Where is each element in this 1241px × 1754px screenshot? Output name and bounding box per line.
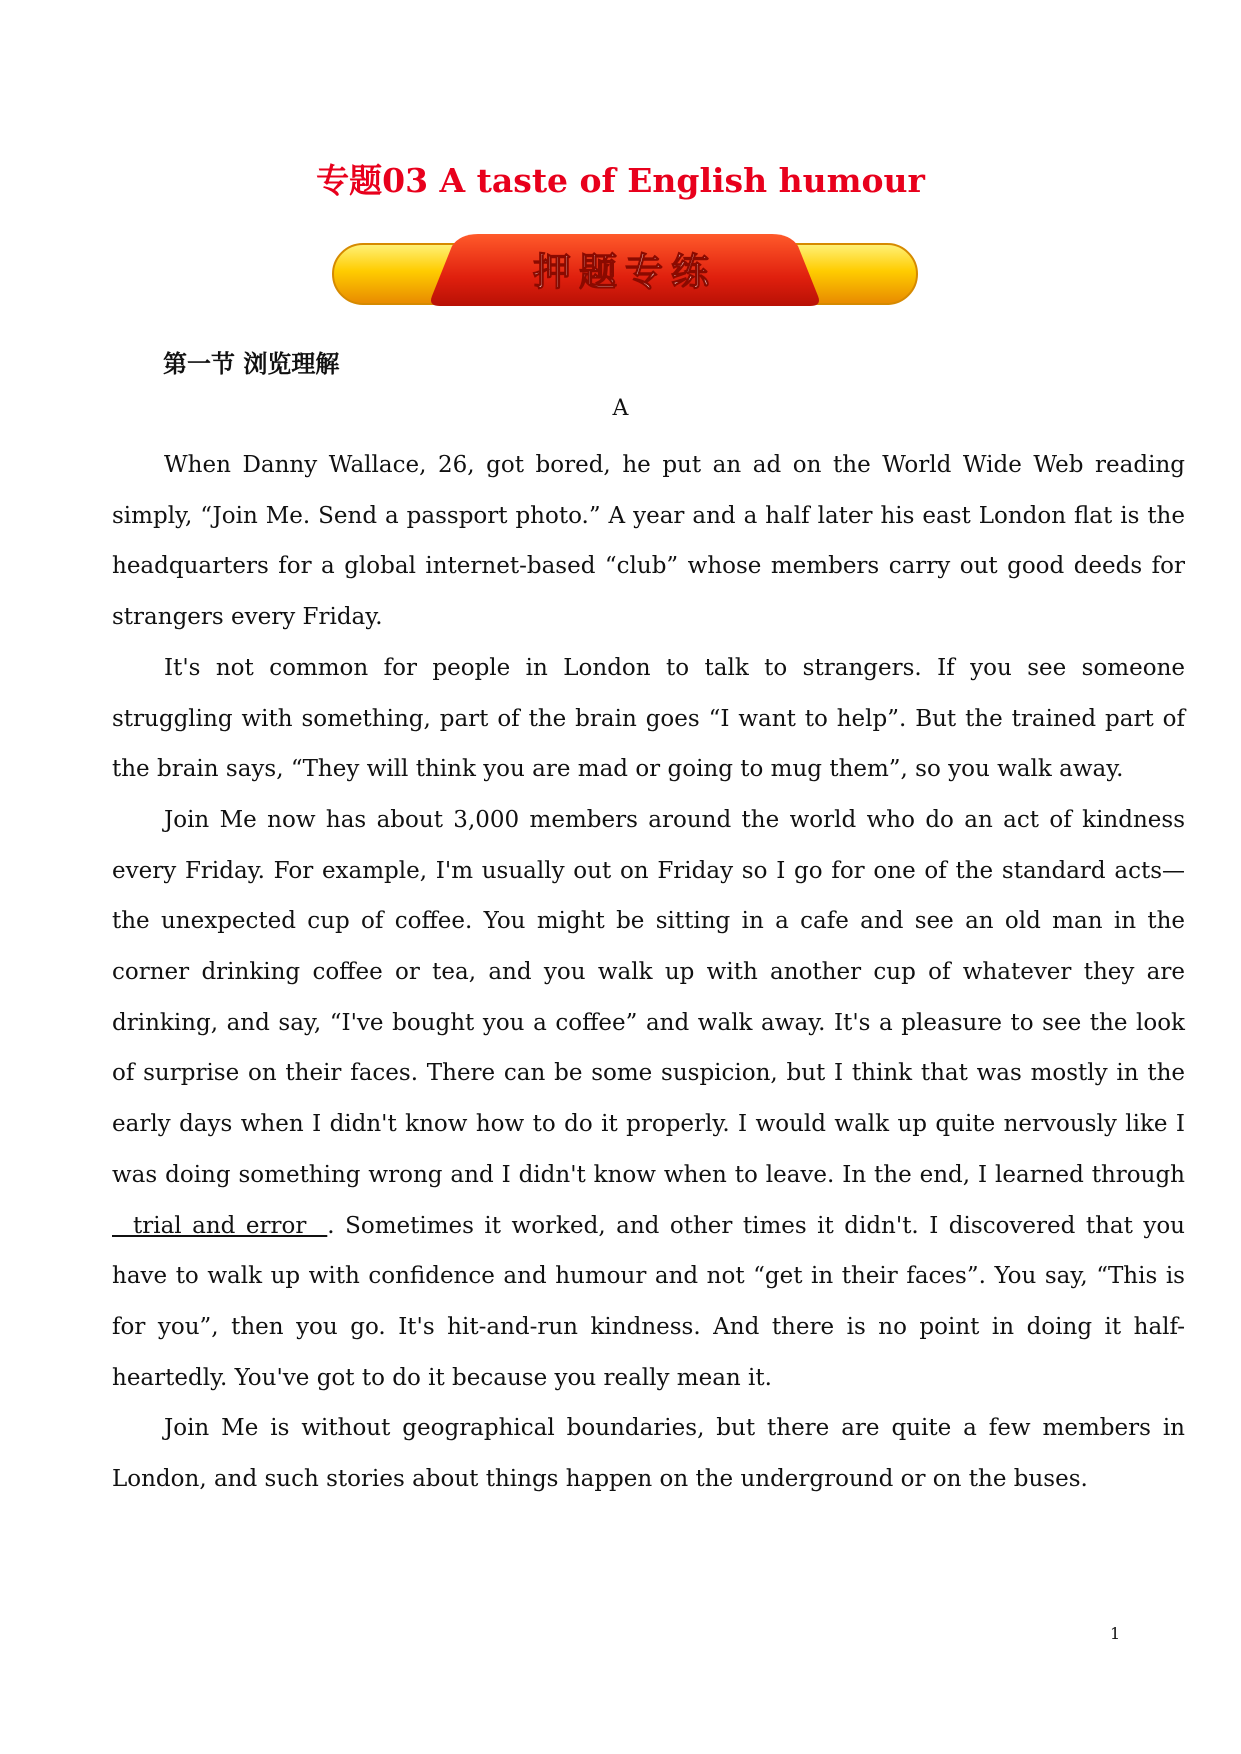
passage-paragraph-4: Join Me is without geographical boundaries, but there are quite a few members in London, and such stories about things happen on the underground or on the buses. [112, 1415, 1185, 1493]
fill-in-blank-answer: trial and error [112, 1212, 328, 1239]
passage-paragraph-1: When Danny Wallace, 26, got bored, he put an ad on the World Wide Web reading simply, “Join Me. Send a passport photo.” A year and a half later his east London flat is the headquarters for a global internet-based “club” whose members carry out good deeds for strangers every Friday. [112, 452, 1185, 631]
badge-label: 押题专练 [532, 250, 718, 294]
paragraph-3-text-after: . Sometimes it worked, and other times it didn't. I discovered that you have to walk up with confidence and humour and not “get in their faces”. You say, “This is for you”, then you go. It's hit-and-run kindness. And there is no point in doing it half-heartedly. You've got to do it because you really mean it. [112, 1212, 1185, 1391]
passage-body [112, 440, 1185, 1505]
section-badge [330, 232, 920, 312]
passage-paragraph-3 [112, 795, 1185, 1403]
section-heading: 第一节 浏览理解 [163, 350, 340, 378]
page-number: 1 [1110, 1624, 1121, 1643]
document-title: 专题03 A taste of English humour [316, 161, 925, 200]
passage-label: A [612, 396, 629, 421]
passage-paragraph-2: It's not common for people in London to talk to strangers. If you see someone struggling with something, part of the brain goes “I want to help”. But the trained part of the brain says, “They will think you are mad or going to mug them”, so you walk away. [112, 654, 1185, 783]
paragraph-3-text-before: Join Me now has about 3,000 members around the world who do an act of kindness every Friday. For example, I'm usually out on Friday so I go for one of the standard acts—the unexpected cup of coffee. You might be sitting in a cafe and see an old man in the corner drinking coffee or tea, and you walk up with another cup of whatever they are drinking, and say, “I've bought you a coffee” and walk away. It's a pleasure to see the look of surprise on their faces. There can be some suspicion, but I think that was mostly in the early days when I didn't know how to do it properly. I would walk up quite nervously like I was doing something wrong and I didn't know when to leave. In the end, I learned through [112, 806, 1185, 1188]
